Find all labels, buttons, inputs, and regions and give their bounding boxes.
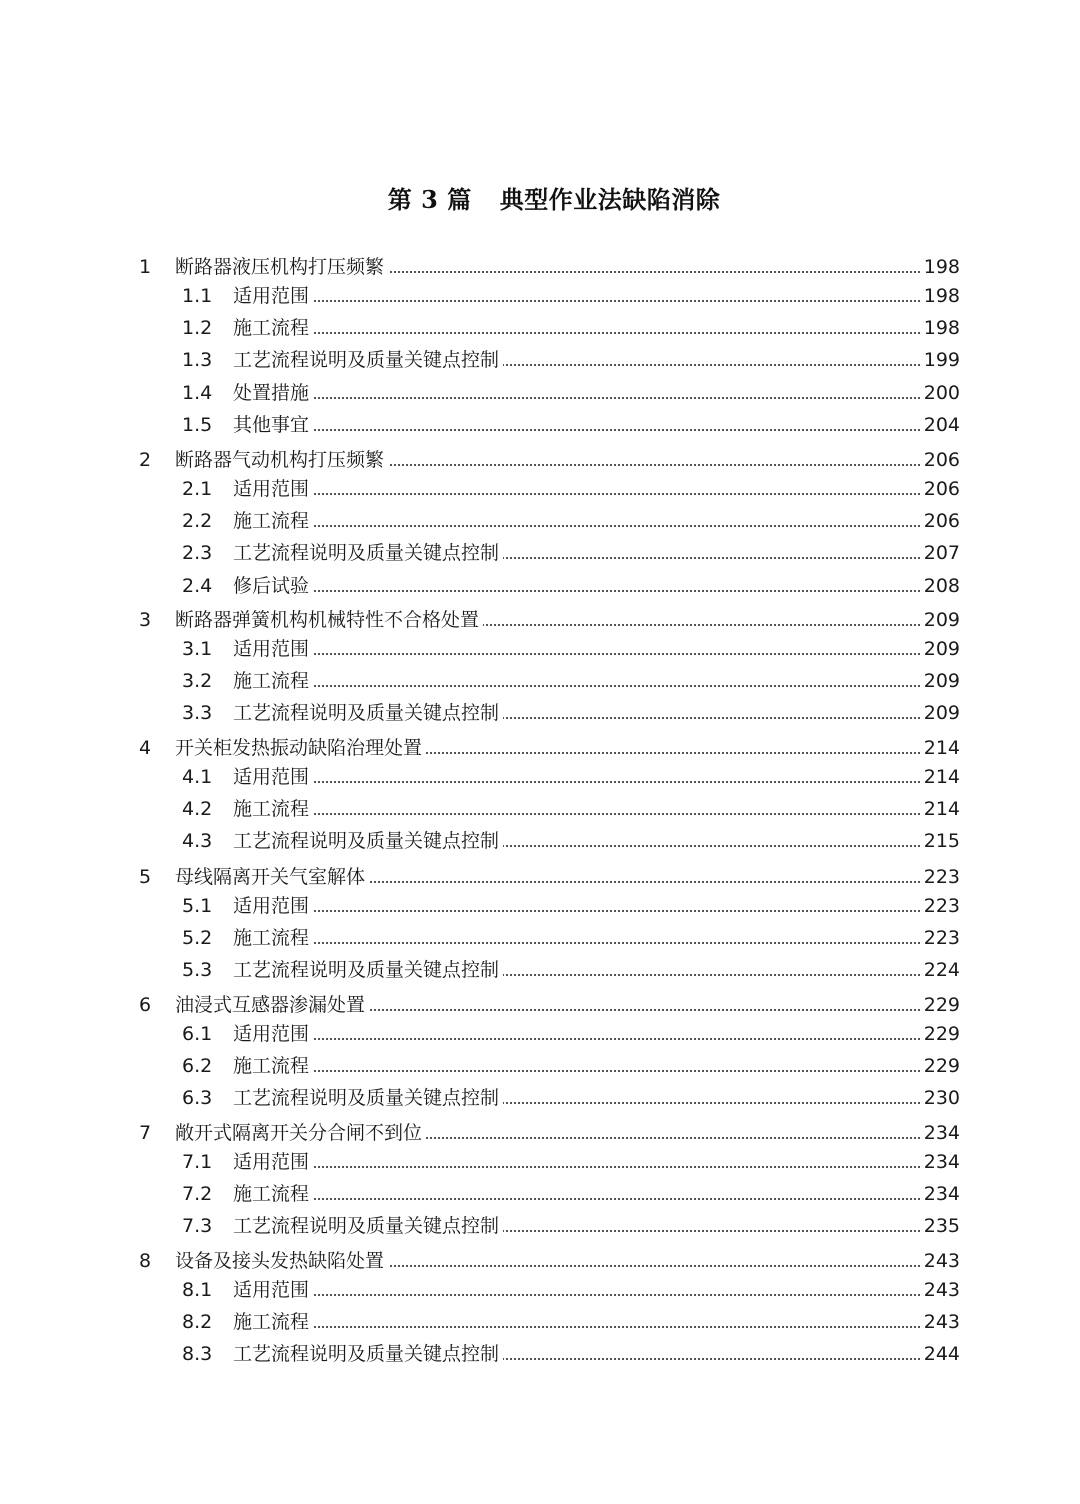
leader-dots [233,429,920,431]
leader-dots [233,397,920,399]
page-number: 223 [922,862,960,892]
toc-section-row[interactable] [0,1083,1080,1113]
leader-dots [233,1070,920,1072]
leader-dots [233,910,920,912]
page-number: 214 [922,733,960,763]
chapter-title[interactable]: 油浸式互感器渗漏处置 [175,990,369,1020]
toc-section-row[interactable] [0,474,1080,504]
section-number: 1.4 [182,381,213,404]
page-number: 214 [922,762,960,792]
chapter-number: 3 [139,609,152,631]
section-number: 4.3 [182,830,213,853]
leader-dots [233,300,920,302]
chapter-title[interactable]: 母线隔离开关气室解体 [175,862,369,892]
page-number: 234 [922,1118,960,1148]
section-title[interactable]: 施工流程 [233,1179,313,1209]
chapter-number: 1 [139,256,152,278]
page-number: 208 [922,571,960,601]
toc-chapter-row[interactable] [0,252,1080,282]
section-number: 3.1 [182,638,213,660]
leader-dots [233,332,920,334]
leader-dots [233,781,920,783]
leader-dots [233,813,920,815]
leader-dots [233,685,920,687]
page-number: 207 [922,538,960,568]
toc-chapter-row[interactable] [0,605,1080,635]
page-number: 206 [922,506,960,536]
toc-section-row[interactable] [0,891,1080,921]
section-number: 1.5 [182,413,213,436]
toc-chapter-row[interactable] [0,990,1080,1020]
toc-section-row[interactable] [0,1179,1080,1209]
section-title[interactable]: 施工流程 [233,1051,313,1081]
toc-section-row[interactable] [0,378,1080,408]
leader-dots [233,1326,920,1328]
section-title[interactable]: 工艺流程说明及质量关键点控制 [233,698,503,728]
chapter-title[interactable]: 敞开式隔离开关分合闸不到位 [175,1118,426,1148]
chapter-number: 7 [139,1122,152,1144]
page-number: 229 [922,1051,960,1081]
section-title[interactable]: 适用范围 [233,634,313,664]
section-number: 8.1 [182,1279,213,1301]
page-number: 234 [922,1147,960,1177]
chapter-number: 4 [139,737,152,759]
toc-section-row[interactable] [0,571,1080,601]
section-number: 2.1 [182,478,213,500]
section-title[interactable]: 施工流程 [233,506,313,536]
page-number: 198 [922,313,960,343]
section-title[interactable]: 其他事宜 [233,410,313,440]
leader-dots [233,590,920,592]
section-title[interactable]: 适用范围 [233,281,313,311]
page-number: 198 [922,252,960,282]
section-title[interactable]: 工艺流程说明及质量关键点控制 [233,1339,503,1369]
leader-dots [233,1294,920,1296]
toc-section-row[interactable] [0,666,1080,696]
toc-section-row[interactable] [0,1019,1080,1049]
section-title[interactable]: 施工流程 [233,923,313,953]
page-number: 209 [922,666,960,696]
toc-section-row[interactable] [0,1339,1080,1369]
section-number: 8.3 [182,1343,213,1366]
toc-section-row[interactable] [0,281,1080,311]
page-number: 215 [922,826,960,856]
toc-section-row[interactable] [0,410,1080,440]
page-number: 206 [922,474,960,504]
section-number: 1.3 [182,349,213,372]
section-title[interactable]: 施工流程 [233,666,313,696]
chapter-number: 8 [139,1250,152,1272]
page-number: 235 [922,1211,960,1241]
page-number: 200 [922,378,960,408]
chapter-title[interactable]: 断路器弹簧机构机械特性不合格处置 [175,605,483,635]
toc-section-row[interactable] [0,1051,1080,1081]
toc-section-row[interactable] [0,1211,1080,1241]
chapter-title[interactable]: 设备及接头发热缺陷处置 [175,1246,388,1276]
page-number: 223 [922,923,960,953]
section-number: 7.3 [182,1215,213,1238]
page-number: 223 [922,891,960,921]
page-number: 204 [922,410,960,440]
section-title[interactable]: 施工流程 [233,1307,313,1337]
section-number: 5.2 [182,927,213,950]
page-number: 199 [922,345,960,375]
chapter-title[interactable]: 断路器液压机构打压频繁 [175,252,388,282]
toc-chapter-row[interactable] [0,733,1080,763]
page-number: 243 [922,1307,960,1337]
toc-section-row[interactable] [0,698,1080,728]
toc-section-row[interactable] [0,794,1080,824]
toc-section-row[interactable] [0,634,1080,664]
section-number: 5.3 [182,959,213,982]
page-number: 243 [922,1275,960,1305]
page-number: 198 [922,281,960,311]
section-title[interactable]: 工艺流程说明及质量关键点控制 [233,826,503,856]
part-title: 典型作业法缺陷消除 [499,185,721,214]
section-number: 4.2 [182,798,213,821]
toc-section-row[interactable] [0,762,1080,792]
chapter-number: 5 [139,866,152,888]
toc-section-row[interactable] [0,1275,1080,1305]
page-number: 229 [922,990,960,1020]
section-title[interactable]: 适用范围 [233,1275,313,1305]
leader-dots [233,525,920,527]
chapter-number: 6 [139,994,152,1016]
toc-section-row[interactable] [0,538,1080,568]
page-number: 209 [922,634,960,664]
section-number: 4.1 [182,766,213,788]
section-title[interactable]: 适用范围 [233,474,313,504]
section-number: 6.1 [182,1023,213,1045]
section-number: 1.1 [182,285,213,307]
leader-dots [233,1198,920,1200]
section-title[interactable]: 工艺流程说明及质量关键点控制 [233,1211,503,1241]
section-number: 6.2 [182,1055,213,1078]
section-number: 3.2 [182,670,213,693]
toc-chapter-row[interactable] [0,862,1080,892]
section-title[interactable]: 工艺流程说明及质量关键点控制 [233,345,503,375]
section-number: 2.2 [182,510,213,533]
toc-section-row[interactable] [0,506,1080,536]
page-number: 234 [922,1179,960,1209]
toc-section-row[interactable] [0,1307,1080,1337]
section-number: 3.3 [182,702,213,725]
chapter-title[interactable]: 开关柜发热振动缺陷治理处置 [175,733,426,763]
toc-section-row[interactable] [0,1147,1080,1177]
section-number: 7.1 [182,1151,213,1173]
section-title[interactable]: 适用范围 [233,762,313,792]
page-number: 214 [922,794,960,824]
section-title[interactable]: 适用范围 [233,1147,313,1177]
section-number: 5.1 [182,895,213,917]
section-number: 8.2 [182,1311,213,1334]
leader-dots [233,653,920,655]
section-title[interactable]: 修后试验 [233,571,313,601]
part-heading [0,180,1080,215]
leader-dots [233,493,920,495]
section-number: 6.3 [182,1087,213,1110]
leader-dots [233,1166,920,1168]
toc-chapter-row[interactable] [0,1246,1080,1276]
toc-section-row[interactable] [0,826,1080,856]
page-number: 243 [922,1246,960,1276]
section-title[interactable]: 适用范围 [233,891,313,921]
part-label: 第 3 篇 [387,185,472,214]
section-number: 1.2 [182,317,213,340]
toc-section-row[interactable] [0,313,1080,343]
toc-section-row[interactable] [0,955,1080,985]
section-title[interactable]: 施工流程 [233,794,313,824]
section-number: 2.3 [182,542,213,565]
leader-dots [233,942,920,944]
toc-chapter-row[interactable] [0,1118,1080,1148]
section-title[interactable]: 适用范围 [233,1019,313,1049]
section-title[interactable]: 施工流程 [233,313,313,343]
section-title[interactable]: 处置措施 [233,378,313,408]
section-number: 2.4 [182,574,213,597]
page-number: 209 [922,605,960,635]
page-number: 229 [922,1019,960,1049]
page-number: 206 [922,445,960,475]
page-number: 209 [922,698,960,728]
section-title[interactable]: 工艺流程说明及质量关键点控制 [233,1083,503,1113]
chapter-number: 2 [139,449,152,471]
section-title[interactable]: 工艺流程说明及质量关键点控制 [233,955,503,985]
toc-chapter-row[interactable] [0,445,1080,475]
toc-section-row[interactable] [0,345,1080,375]
leader-dots [233,1038,920,1040]
page-number: 230 [922,1083,960,1113]
section-number: 7.2 [182,1183,213,1206]
chapter-title[interactable]: 断路器气动机构打压频繁 [175,445,388,475]
page-number: 244 [922,1339,960,1369]
section-title[interactable]: 工艺流程说明及质量关键点控制 [233,538,503,568]
toc-section-row[interactable] [0,923,1080,953]
page-number: 224 [922,955,960,985]
